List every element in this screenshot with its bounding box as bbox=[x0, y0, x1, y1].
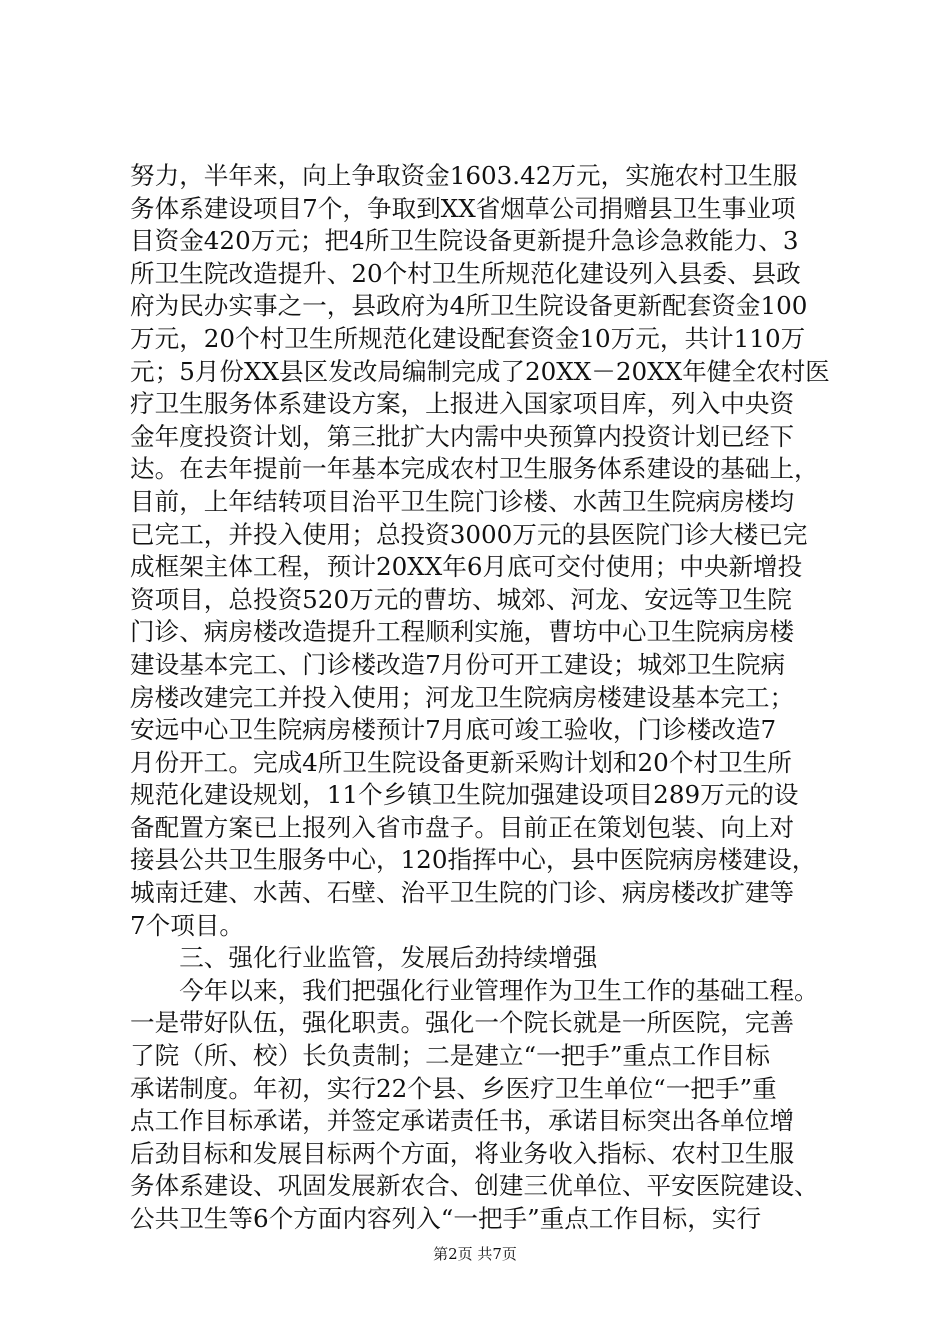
text-line: 目资金420万元；把4所卫生院设备更新提升急诊急救能力、3 bbox=[130, 226, 799, 256]
text-line: 目前，上年结转项目治平卫生院门诊楼、水茜卫生院病房楼均 bbox=[130, 486, 795, 516]
text-line: 万元，20个村卫生所规范化建设配套资金10万元，共计110万 bbox=[130, 323, 806, 353]
text-line: 元；5月份XX县区发改局编制完成了20XX－20XX年健全农村医 bbox=[130, 356, 830, 386]
text-line: 安远中心卫生院病房楼预计7月底可竣工验收，门诊楼改造7 bbox=[130, 715, 777, 745]
text-line: 后劲目标和发展目标两个方面，将业务收入指标、农村卫生服 bbox=[130, 1138, 795, 1168]
text-line: 一是带好队伍，强化职责。强化一个院长就是一所医院，完善 bbox=[130, 1008, 795, 1038]
text-line: 三、强化行业监管，发展后劲持续增强 bbox=[130, 943, 598, 973]
page-footer: 第2页 共7页 bbox=[433, 1245, 517, 1263]
text-line: 建设基本完工、门诊楼改造7月份可开工建设；城郊卫生院病 bbox=[130, 649, 786, 679]
text-line: 7个项目。 bbox=[130, 910, 245, 940]
text-line: 已完工，并投入使用；总投资3000万元的县医院门诊大楼已完 bbox=[130, 519, 808, 549]
text-line: 房楼改建完工并投入使用；河龙卫生院病房楼建设基本完工； bbox=[130, 682, 795, 712]
text-line: 府为民办实事之一，县政府为4所卫生院设备更新配套资金100 bbox=[130, 291, 808, 321]
text-line: 资项目，总投资520万元的曹坊、城郊、河龙、安远等卫生院 bbox=[130, 584, 792, 614]
text-line: 今年以来，我们把强化行业管理作为卫生工作的基础工程。 bbox=[130, 975, 819, 1005]
text-line: 接县公共卫生服务中心，120指挥中心，县中医院病房楼建设， bbox=[130, 845, 817, 875]
text-line: 疗卫生服务体系建设方案，上报进入国家项目库，列入中央资 bbox=[130, 389, 795, 419]
body-text bbox=[130, 160, 830, 1236]
text-line: 门诊、病房楼改造提升工程顺利实施，曹坊中心卫生院病房楼 bbox=[130, 617, 795, 647]
text-line: 务体系建设、巩固发展新农合、创建三优单位、平安医院建设、 bbox=[130, 1171, 819, 1201]
text-line: 成框架主体工程，预计20XX年6月底可交付使用；中央新增投 bbox=[130, 552, 803, 582]
text-line: 所卫生院改造提升、20个村卫生所规范化建设列入县委、县政 bbox=[130, 258, 801, 288]
text-line: 公共卫生等6个方面内容列入“一把手”重点工作目标，实行 bbox=[130, 1204, 762, 1233]
text-line: 规范化建设规划，11个乡镇卫生院加强建设项目289万元的设 bbox=[130, 780, 799, 810]
text-line: 备配置方案已上报列入省市盘子。目前正在策划包装、向上对 bbox=[130, 812, 795, 842]
text-line: 点工作目标承诺，并签定承诺责任书，承诺目标突出各单位增 bbox=[130, 1106, 795, 1136]
text-line: 承诺制度。年初，实行22个县、乡医疗卫生单位“一把手”重 bbox=[130, 1073, 777, 1103]
text-line: 了院（所、校）长负责制；二是建立“一把手”重点工作目标 bbox=[130, 1041, 770, 1071]
text-line: 城南迁建、水茜、石壁、治平卫生院的门诊、病房楼改扩建等 bbox=[130, 878, 795, 908]
text-line: 务体系建设项目7个，争取到XX省烟草公司捐赠县卫生事业项 bbox=[130, 193, 796, 223]
text-line: 达。在去年提前一年基本完成农村卫生服务体系建设的基础上， bbox=[130, 454, 819, 484]
text-line: 月份开工。完成4所卫生院设备更新采购计划和20个村卫生所 bbox=[130, 747, 792, 777]
text-line: 金年度投资计划，第三批扩大内需中央预算内投资计划已经下 bbox=[130, 421, 795, 451]
text-line: 努力，半年来，向上争取资金1603.42万元，实施农村卫生服 bbox=[130, 161, 798, 190]
